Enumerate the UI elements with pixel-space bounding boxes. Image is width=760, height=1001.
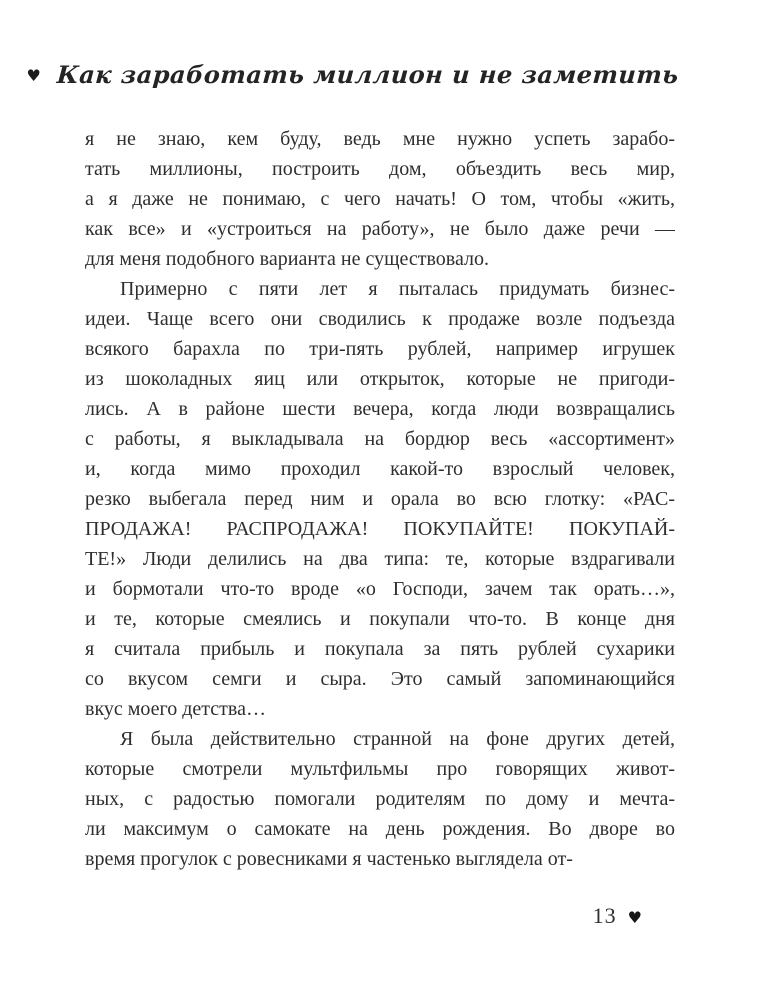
text-line: со вкусом семги и сыра. Это самый запоминающийся xyxy=(85,668,675,690)
page-footer xyxy=(593,903,642,929)
text-line: и те, которые смеялись и покупали что-то. В конце дня xyxy=(85,608,675,630)
text-line: ПРОДАЖА! РАСПРОДАЖА! ПОКУПАЙТЕ! ПОКУПАЙ- xyxy=(85,518,675,540)
text-line: и, когда мимо проходил какой-то взрослый человек, xyxy=(85,458,675,480)
text-line: ТЕ!» Люди делились на два типа: те, которые вздрагивали xyxy=(85,548,675,570)
heart-icon: ♥ xyxy=(26,66,41,85)
paragraph xyxy=(85,124,675,274)
text-line: и бормотали что-то вроде «о Господи, зачем так орать…», xyxy=(85,578,675,600)
text-line: идеи. Чаще всего они сводились к продаже возле подъезда xyxy=(85,308,675,330)
chapter-title: Как заработать миллион и не заметить xyxy=(55,60,680,89)
text-line: Примерно с пяти лет я пыталась придумать бизнес- xyxy=(120,278,675,300)
paragraph xyxy=(85,724,675,874)
text-line: ли максимум о самокате на день рождения. Во дворе во xyxy=(85,818,675,840)
page-number: 13 xyxy=(592,903,617,928)
text-line: ных, с радостью помогали родителям по дому и мечта- xyxy=(85,788,675,810)
page-body xyxy=(85,124,675,874)
chapter-header xyxy=(26,60,680,89)
text-line: вкус моего детства… xyxy=(85,698,266,720)
text-line: всякого барахла по три-пять рублей, например игрушек xyxy=(85,338,675,360)
text-line: для меня подобного варианта не существовало. xyxy=(85,248,489,270)
text-line: я не знаю, кем буду, ведь мне нужно успеть зарабо- xyxy=(85,128,675,150)
text-line: которые смотрели мультфильмы про говорящих живот- xyxy=(85,758,675,780)
text-line: Я была действительно странной на фоне других детей, xyxy=(120,728,675,750)
text-line: тать миллионы, построить дом, объездить весь мир, xyxy=(85,158,675,180)
text-line: резко выбегала перед ним и орала во всю глотку: «РАС- xyxy=(85,488,675,510)
text-line: как все» и «устроиться на работу», не было даже речи — xyxy=(85,218,675,240)
text-line: я считала прибыль и покупала за пять рублей сухарики xyxy=(85,638,675,660)
text-line: лись. А в районе шести вечера, когда люди возвращались xyxy=(85,398,675,420)
heart-icon: ♥ xyxy=(627,907,642,927)
text-line: а я даже не понимаю, с чего начать! О том, чтобы «жить, xyxy=(85,188,675,210)
paragraph xyxy=(85,274,675,724)
text-line: с работы, я выкладывала на бордюр весь «ассортимент» xyxy=(85,428,675,450)
text-line: из шоколадных яиц или открыток, которые не пригоди- xyxy=(85,368,675,390)
text-line: время прогулок с ровесниками я частенько выглядела от- xyxy=(85,848,573,870)
